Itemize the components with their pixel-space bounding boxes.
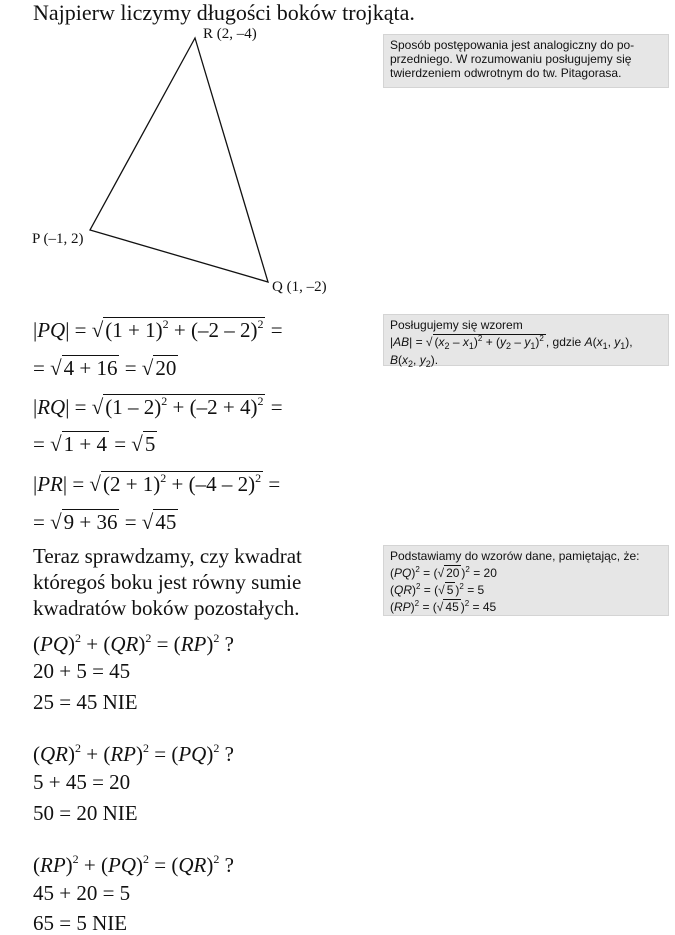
note-formula [383,314,669,369]
note-substitution-intro: Podstawiamy do wzorów dane, pamiętając, że: [390,549,640,563]
page-title: Najpierw liczymy długości boków trojkąta. [33,0,415,25]
vertex-p-label: P (–1, 2) [32,231,84,247]
rq-length-line2: = √1 + 4 = √5 [33,432,156,456]
pq-length-line2: = √4 + 16 = √20 [33,356,177,380]
note-formula-point-b: $B(x_2$, $y_2$). [390,353,439,369]
check-1-equation: (PQ)$^2$ + (QR)$^2$ = (RP)$^2$ ? [33,631,234,656]
check-2-sum: 5 + 45 = 20 [33,770,131,794]
note-qr-squared: (QR)$^2$ = (√ 5 )$^2$ = 5 [390,582,485,597]
instruction-paragraph [33,543,302,621]
note-method-line: przedniego. W rozumowaniu posługujemy się [390,52,632,66]
paragraph-line: kwadratów boków pozostałych. [33,596,300,620]
check-1-sum: 20 + 5 = 45 [33,659,131,683]
check-1-result: 25 = 45 NIE [33,690,138,714]
triangle-pqr [90,38,268,282]
note-pq-squared: (PQ)$^2$ = (√ 20 )$^2$ = 20 [390,565,497,580]
paragraph-line: któregoś boku jest równy sumie [33,570,302,594]
vertex-q-label: Q (1, –2) [272,279,327,295]
note-formula-intro: Posługujemy się wzorem [390,318,523,332]
check-2-equation: (QR)$^2$ + (RP)$^2$ = (PQ)$^2$ ? [33,741,234,766]
check-3-result: 65 = 5 NIE [33,911,128,935]
paragraph-line: Teraz sprawdzamy, czy kwadrat [33,544,302,568]
pr-length-line2: = √9 + 36 = √45 [33,510,177,534]
rq-length-line1: $|RQ| = √(1 - 2)^2 + (-2 + 4)^2$ = [33,394,283,419]
pq-length-line1: $|PQ| = √(1 + 1)^2 + (-2 - 2)^2$ = [33,317,283,342]
note-method-line: twierdzeniem odwrotnym do tw. Pitagorasa. [390,66,622,80]
vertex-r-label: R (2, –4) [203,26,257,42]
note-substitution [383,545,669,616]
note-method [383,34,669,88]
note-formula-expression: |AB| = √ $(x_2 - x_1)^2 + (y_2 - y_1)^2$ , gdzie $A(x_1$, $y_1$), [390,334,633,351]
check-2-result: 50 = 20 NIE [33,801,138,825]
note-rp-squared: (RP)$^2$ = (√ 45 )$^2$ = 45 [390,599,497,614]
pr-length-line1: $|PR| = √(2 + 1)^2 + (-4 - 2)^2$ = [33,471,281,496]
check-3-sum: 45 + 20 = 5 [33,881,131,905]
note-method-line: Sposób postępowania jest analogiczny do po- [390,38,635,52]
check-3-equation: (RP)$^2$ + (PQ)$^2$ = (QR)$^2$ ? [33,852,234,877]
